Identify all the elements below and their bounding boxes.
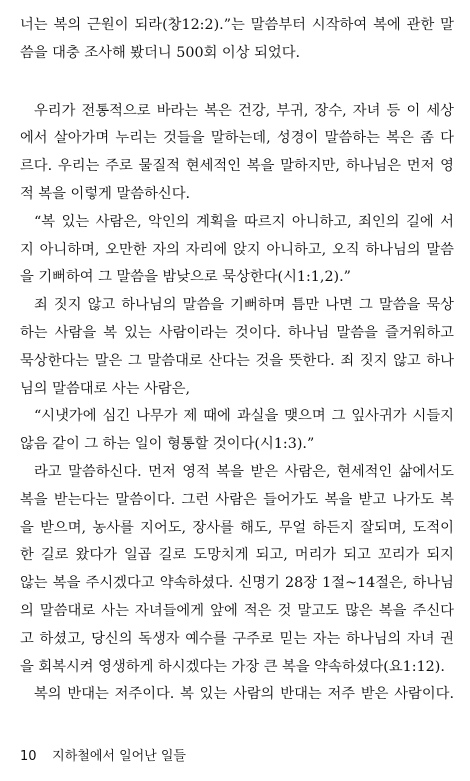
text-line: 님의 말씀대로 사는 사람은, [20,380,191,397]
text-line: 르다. 우리는 주로 물질적 현세적인 복을 말하지만, 하나님은 먼저 영 [20,158,454,175]
text-line: 복의 반대는 저주이다. 복 있는 사람의 반대는 저주 받은 사람이다. [34,686,454,703]
paragraph-promise [20,459,454,681]
text-line: 복을 받는다는 말씀이다. 그런 사람은 들어가도 복을 받고 나가도 복 [20,491,454,508]
text-line: 너는 복의 근원이 되라(창12:2).”는 말씀부터 시작하여 복에 관한 말 [20,17,454,33]
page-footer [20,745,454,764]
text-line: 하는 사람을 복 있는 사람이라는 것이다. 하나님 말씀을 즐거워하고 [20,324,454,341]
paragraph-meditation [20,292,454,403]
text-line: 을 기뻐하여 그 말씀을 밤낮으로 묵상한다(시1:1,2).” [20,269,351,286]
quote-psalm-1-1 [20,209,454,292]
text-line: 않는 복을 주시겠다고 약속하셨다. 신명기 28장 1절~14절은, 하나님 [20,575,454,592]
running-title: 지하철에서 일어난 일들 [52,749,186,764]
paragraph-curse [20,681,454,709]
quote-psalm-1-3 [20,403,454,459]
text-line: 을 회복시켜 영생하게 하시겠다는 가장 큰 복을 약속하셨다(요1:12). [20,658,445,675]
text-line: 을 받으며, 농사를 지어도, 장사를 해도, 무얼 하든지 잘되며, 도적이 [20,519,454,536]
text-line: 라고 말씀하신다. 먼저 영적 복을 받은 사람은, 현세적인 삶에서도 [34,463,454,480]
text-line: “복 있는 사람은, 악인의 계획을 따르지 아니하고, 죄인의 길에 서 [34,213,454,230]
page-body [20,12,454,709]
page-number: 10 [20,749,37,764]
text-line: 한 길로 왔다가 일곱 길로 도망치게 되고, 머리가 되고 꼬리가 되지 [20,547,454,564]
paragraph-gap [20,68,454,98]
paragraph-intro [20,12,454,68]
text-line: 우리가 전통적으로 바라는 복은 건강, 부귀, 장수, 자녀 등 이 세상 [34,102,454,119]
text-line: 묵상한다는 말은 그 말씀대로 산다는 것을 뜻한다. 죄 짓지 않고 하나 [20,352,454,369]
text-line: 않음 같이 그 하는 일이 형통할 것이다(시1:3).” [20,436,315,453]
text-line: 고 하셨고, 당신의 독생자 예수를 구주로 믿는 자는 하나님의 자녀 권 [20,630,454,647]
text-line: 의 말씀대로 사는 자녀들에게 앞에 적은 것 말고도 많은 복을 주신다 [20,602,454,619]
text-line: 적 복을 이렇게 말씀하신다. [20,185,191,202]
text-line: “시냇가에 심긴 나무가 제 때에 과실을 맺으며 그 잎사귀가 시들지 [34,408,454,425]
text-line: 에서 살아가며 누리는 것들을 말하는데, 성경이 말씀하는 복은 좀 다 [20,130,454,147]
text-line: 씀을 대충 조사해 봤더니 500회 이상 되었다. [20,44,301,61]
text-line: 죄 짓지 않고 하나님의 말씀을 기뻐하며 틈만 나면 그 말씀을 묵상 [34,297,454,314]
paragraph-blessing [20,98,454,209]
text-line: 지 아니하며, 오만한 자의 자리에 앉지 아니하고, 오직 하나님의 말씀 [20,241,454,258]
